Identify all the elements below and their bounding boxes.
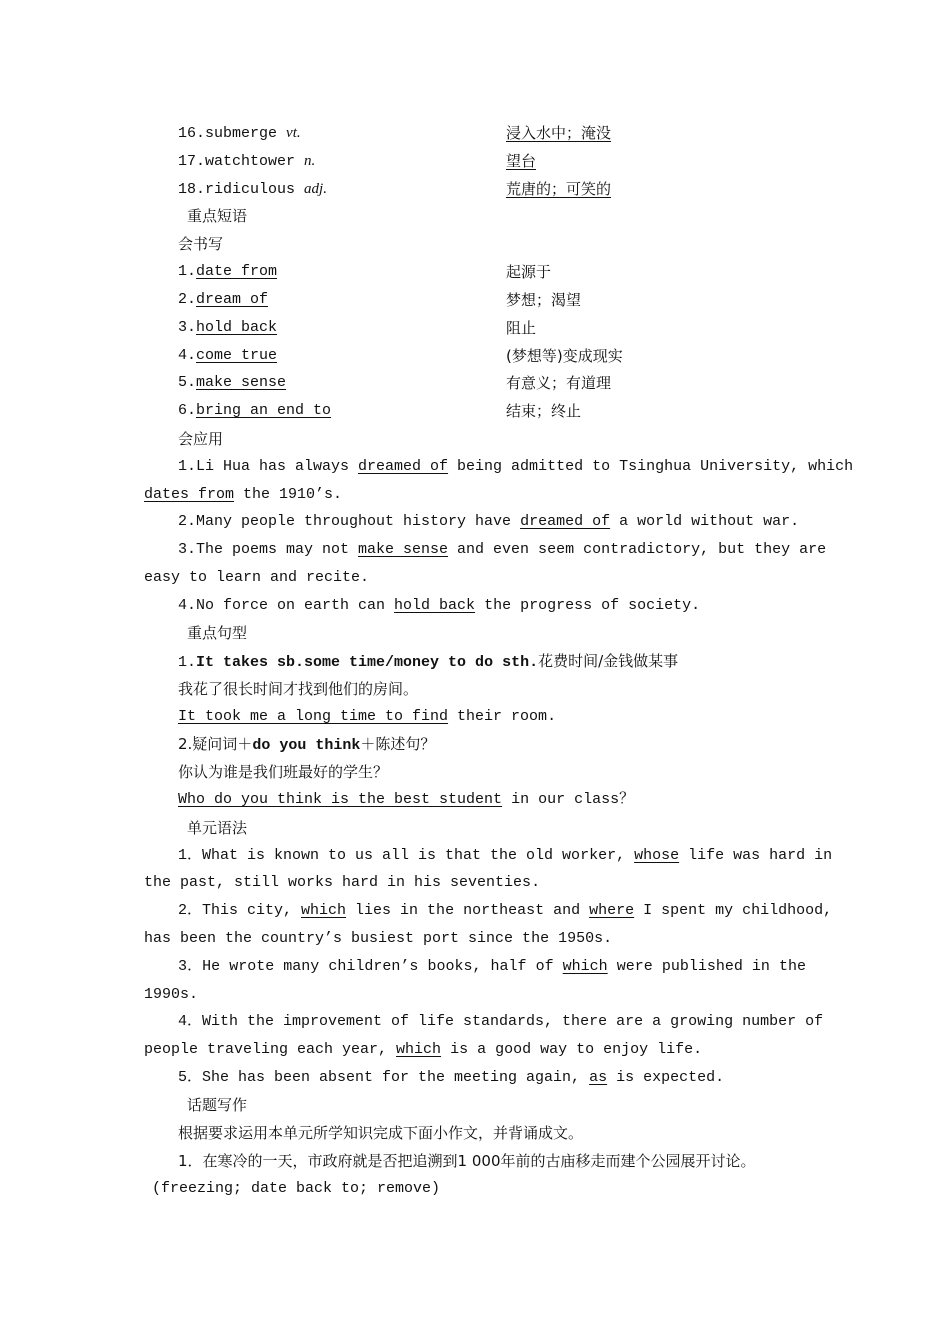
phrase-meaning: 阻止 bbox=[506, 319, 537, 337]
vocab-meaning: 望台 bbox=[506, 152, 537, 170]
answer-blank: where bbox=[589, 902, 635, 919]
apply-sentence: 1.Li Hua has always dreamed of being admitted to Tsinghua University, which bbox=[178, 458, 854, 475]
answer-blank: hold back bbox=[394, 597, 476, 614]
vocab-word: 17.watchtower n. bbox=[178, 153, 316, 170]
phrase-item: 5.make sense bbox=[178, 374, 287, 391]
phrase-answer: date from bbox=[196, 263, 278, 280]
pattern-chinese: 你认为谁是我们班最好的学生？ bbox=[178, 763, 389, 781]
phrase-item: 3.hold back bbox=[178, 319, 278, 336]
phrase-item: 1.date from bbox=[178, 263, 278, 280]
answer-blank: as bbox=[589, 1069, 608, 1086]
vocab-meaning: 浸入水中；淹没 bbox=[506, 124, 612, 142]
part-of-speech: vt. bbox=[286, 125, 301, 141]
grammar-sentence: 4．With the improvement of life standards, there are a growing number of bbox=[178, 1013, 824, 1030]
vocab-word: 18.ridiculous adj. bbox=[178, 181, 327, 198]
apply-sentence: 3.The poems may not make sense and even seem contradictory, but they are bbox=[178, 541, 827, 558]
grammar-sentence: 1．What is known to us all is that the old worker, whose life was hard in bbox=[178, 847, 833, 864]
part-of-speech: n. bbox=[304, 153, 316, 169]
phrase-meaning: 结束；终止 bbox=[506, 402, 582, 420]
phrase-meaning: (梦想等)变成现实 bbox=[506, 347, 623, 365]
phrase-item: 4.come true bbox=[178, 347, 278, 364]
answer-blank: It took me a long time to find bbox=[178, 708, 449, 725]
grammar-sentence-cont: people traveling each year, which is a good way to enjoy life. bbox=[144, 1041, 703, 1058]
answer-blank: Who do you think is the best student bbox=[178, 791, 503, 808]
grammar-sentence: 3．He wrote many children’s books, half of which were published in the bbox=[178, 958, 806, 975]
section-heading-phrases: 重点短语 bbox=[187, 207, 248, 225]
phrase-meaning: 有意义；有道理 bbox=[506, 374, 612, 392]
subheading-apply: 会应用 bbox=[178, 430, 224, 448]
phrase-item: 6.bring an end to bbox=[178, 402, 332, 419]
answer-blank: dreamed of bbox=[358, 458, 449, 475]
grammar-sentence-cont: has been the country’s busiest port since the 1950s. bbox=[144, 930, 613, 947]
answer-blank: dates from bbox=[144, 486, 235, 503]
grammar-sentence-cont: the past, still works hard in his seventies. bbox=[144, 874, 541, 891]
pattern-answer: It took me a long time to find their room. bbox=[178, 708, 557, 725]
pattern-chinese: 我花了很长时间才找到他们的房间。 bbox=[178, 680, 419, 698]
writing-hint: (freezing; date back to; remove) bbox=[152, 1180, 441, 1197]
answer-blank: which bbox=[562, 958, 608, 975]
apply-sentence: 4.No force on earth can hold back the progress of society. bbox=[178, 597, 701, 614]
apply-sentence-cont: dates from the 1910’s. bbox=[144, 486, 343, 503]
pattern-answer: Who do you think is the best student in our class？ bbox=[178, 791, 635, 808]
pattern-title: 2.疑问词＋do you think＋陈述句？ bbox=[178, 735, 436, 754]
answer-blank: whose bbox=[634, 847, 680, 864]
phrase-answer: hold back bbox=[196, 319, 278, 336]
answer-blank: which bbox=[396, 1041, 442, 1058]
answer-blank: make sense bbox=[358, 541, 449, 558]
writing-instructions: 根据要求运用本单元所学知识完成下面小作文，并背诵成文。 bbox=[178, 1124, 584, 1142]
phrase-answer: bring an end to bbox=[196, 402, 332, 419]
section-heading-writing: 话题写作 bbox=[187, 1096, 248, 1114]
grammar-sentence-cont: 1990s. bbox=[144, 986, 199, 1003]
writing-question: 1．在寒冷的一天，市政府就是否把追溯到1 000年前的古庙移走而建个公园展开讨论。 bbox=[178, 1152, 756, 1170]
answer-blank: which bbox=[301, 902, 347, 919]
section-heading-grammar: 单元语法 bbox=[187, 819, 248, 837]
pattern-title: 1.It takes sb.some time/money to do sth.花费时间/金钱做某事 bbox=[178, 652, 679, 671]
phrase-meaning: 起源于 bbox=[506, 263, 552, 281]
phrase-answer: make sense bbox=[196, 374, 287, 391]
vocab-meaning: 荒唐的；可笑的 bbox=[506, 180, 612, 198]
vocab-word: 16.submerge vt. bbox=[178, 125, 301, 142]
phrase-item: 2.dream of bbox=[178, 291, 269, 308]
subheading-write: 会书写 bbox=[178, 235, 224, 253]
apply-sentence-cont: easy to learn and recite. bbox=[144, 569, 370, 586]
grammar-sentence: 5．She has been absent for the meeting again, as is expected. bbox=[178, 1069, 725, 1086]
answer-blank: dreamed of bbox=[520, 513, 611, 530]
phrase-answer: dream of bbox=[196, 291, 269, 308]
section-heading-sentences: 重点句型 bbox=[187, 624, 248, 642]
grammar-sentence: 2．This city, which lies in the northeast and where I spent my childhood, bbox=[178, 902, 833, 919]
part-of-speech: adj. bbox=[304, 181, 327, 197]
phrase-meaning: 梦想；渴望 bbox=[506, 291, 582, 309]
apply-sentence: 2.Many people throughout history have dreamed of a world without war. bbox=[178, 513, 800, 530]
phrase-answer: come true bbox=[196, 347, 278, 364]
